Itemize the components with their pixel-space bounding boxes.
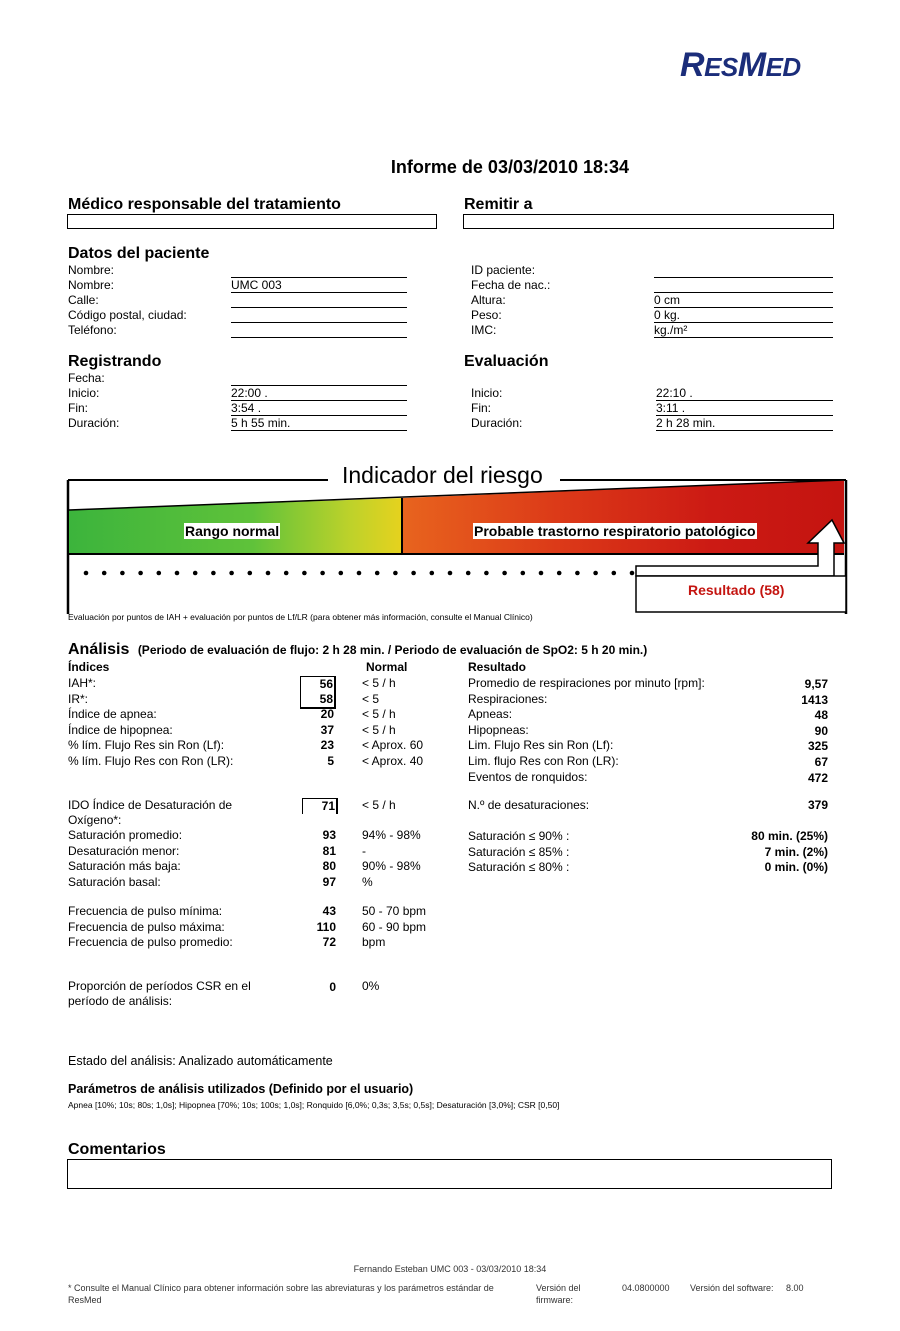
index-value: 20 — [320, 707, 334, 722]
score-dot — [248, 571, 253, 576]
fw-label: Versión del — [536, 1283, 581, 1293]
patient-field-label: Nombre: — [68, 263, 115, 277]
saturation-threshold-value: 0 min. (0%) — [764, 860, 828, 875]
saturation-threshold-value: 80 min. (25%) — [751, 829, 828, 843]
saturation-value: 81 — [322, 843, 336, 858]
score-dot — [539, 571, 544, 576]
index-value: 56 — [300, 676, 336, 692]
result-value: 9,57 — [804, 677, 828, 691]
patient-field-value[interactable]: 0 cm — [654, 293, 833, 308]
result-value: 67 — [814, 755, 828, 769]
doctor-header: Médico responsable del tratamiento — [68, 196, 341, 213]
score-dot — [430, 571, 435, 576]
pulse-label: Frecuencia de pulso mínima: — [68, 904, 223, 918]
patient-field-label: ID paciente: — [471, 263, 536, 277]
saturation-normal: 94% - 98% — [362, 828, 421, 842]
patient-field-label: Peso: — [471, 308, 502, 322]
score-dot — [175, 571, 180, 576]
saturation-threshold-label: Saturación ≤ 80% : — [468, 860, 570, 875]
result-label: Lim. Flujo Res sin Ron (Lf): — [468, 738, 614, 753]
result-label: Promedio de respiraciones por minuto [rpm]: — [468, 676, 705, 690]
csr-value: 0 — [329, 980, 336, 994]
csr-label-2: período de análisis: — [68, 994, 173, 1008]
refer-field[interactable] — [463, 214, 834, 229]
pulse-normal: 60 - 90 bpm — [362, 919, 427, 934]
resmed-logo: RESMED — [680, 46, 801, 84]
index-label: IR*: — [68, 691, 89, 706]
result-value: 472 — [807, 770, 828, 785]
ido-normal: < 5 / h — [362, 798, 396, 812]
patient-field-label: Teléfono: — [68, 323, 117, 337]
patient-field-value[interactable]: kg./m² — [654, 323, 833, 338]
risk-footnote: Evaluación por puntos de IAH + evaluación por puntos de Lf/LR (para obtener más información, consulte el Manual Clínico) — [68, 612, 533, 622]
score-dot — [484, 571, 489, 576]
score-dot — [466, 571, 471, 576]
desat-count-label: N.º de desaturaciones: — [468, 798, 590, 812]
recording-field-label: Fecha: — [68, 371, 105, 385]
recording-field-label: Inicio: — [68, 386, 100, 400]
patient-field-value[interactable] — [231, 323, 407, 338]
pulse-normal: bpm — [362, 935, 386, 950]
evaluation-field-value[interactable]: 22:10 . — [656, 386, 833, 401]
result-label: Resultado (58) — [688, 582, 785, 598]
patient-field-label: Fecha de nac.: — [471, 278, 551, 292]
index-normal: < 5 / h — [362, 676, 396, 690]
evaluation-field-label: Duración: — [471, 416, 523, 430]
csr-normal: 0% — [362, 979, 380, 993]
saturation-threshold-value: 7 min. (2%) — [764, 844, 828, 859]
score-dot — [612, 571, 617, 576]
patient-field-value[interactable] — [231, 293, 407, 308]
score-dot — [575, 571, 580, 576]
pulse-value: 43 — [322, 904, 336, 918]
patient-field-value[interactable]: UMC 003 — [231, 278, 407, 293]
footer-note-2: ResMed — [68, 1295, 102, 1305]
evaluation-field-value[interactable]: 3:11 . — [656, 401, 833, 416]
saturation-label: Saturación promedio: — [68, 828, 183, 842]
saturation-value: 93 — [322, 828, 336, 842]
score-dot — [120, 571, 125, 576]
result-label: Hipopneas: — [468, 722, 529, 737]
score-dot — [393, 571, 398, 576]
sw-value: 8.00 — [786, 1283, 804, 1293]
index-label: Índice de hipopnea: — [68, 722, 173, 737]
result-value: 90 — [814, 723, 828, 738]
saturation-label: Saturación basal: — [68, 874, 161, 889]
analysis-header: Análisis — [68, 641, 130, 658]
index-normal: < 5 / h — [362, 707, 396, 722]
comments-field[interactable] — [67, 1159, 832, 1189]
index-label: % lím. Flujo Res con Ron (LR): — [68, 754, 234, 768]
score-dot — [157, 571, 162, 576]
score-dot — [320, 571, 325, 576]
score-dot — [593, 571, 598, 576]
risk-indicator — [66, 456, 848, 614]
patient-field-label: Nombre: — [68, 278, 115, 292]
index-label: Índice de apnea: — [68, 707, 157, 722]
report-title: Informe de 03/03/2010 18:34 — [390, 157, 630, 177]
score-dot — [302, 571, 307, 576]
ido-label-2: Oxígeno*: — [68, 813, 122, 827]
score-dot — [229, 571, 234, 576]
abnormal-zone — [402, 480, 844, 554]
score-dot — [375, 571, 380, 576]
evaluation-header: Evaluación — [464, 353, 549, 370]
col-normal: Normal — [366, 660, 408, 674]
patient-field-value[interactable] — [231, 263, 407, 278]
saturation-normal: 90% - 98% — [362, 859, 421, 874]
pulse-value: 72 — [322, 935, 336, 950]
recording-field-label: Fin: — [68, 401, 89, 415]
evaluation-field-value[interactable]: 2 h 28 min. — [656, 416, 833, 431]
col-indices: Índices — [68, 660, 110, 674]
params-text: Apnea [10%; 10s; 80s; 1,0s]; Hipopnea [70%; 10s; 100s; 1,0s]; Ronquido [6,0%; 0,3s; 3,5s; 0,5s]; Desaturación [3,0%]; CSR [0,50] — [68, 1100, 560, 1110]
recording-field-value[interactable]: 3:54 . — [231, 401, 407, 416]
index-label: % lím. Flujo Res sin Ron (Lf): — [68, 738, 225, 753]
saturation-value: 80 — [322, 859, 336, 874]
saturation-label: Saturación más baja: — [68, 859, 181, 874]
score-dot — [84, 571, 89, 576]
pulse-label: Frecuencia de pulso promedio: — [68, 935, 233, 950]
score-dot — [411, 571, 416, 576]
result-label: Respiraciones: — [468, 691, 548, 706]
index-normal: < Aprox. 60 — [362, 738, 424, 753]
col-result: Resultado — [468, 660, 527, 674]
comments-header: Comentarios — [68, 1141, 166, 1158]
score-dot — [138, 571, 143, 576]
saturation-value: 97 — [322, 874, 336, 889]
footer-note: * Consulte el Manual Clínico para obtener información sobre las abreviaturas y los parámetros estándar de — [68, 1283, 494, 1293]
patient-field-value[interactable] — [231, 308, 407, 323]
result-label: Eventos de ronquidos: — [468, 769, 588, 784]
sw-label: Versión del software: — [690, 1283, 774, 1293]
score-dot — [339, 571, 344, 576]
doctor-field[interactable] — [67, 214, 437, 229]
index-value: 58 — [300, 692, 336, 709]
score-dot — [102, 571, 107, 576]
patient-field-value[interactable] — [654, 278, 833, 293]
score-dot — [448, 571, 453, 576]
score-dot — [521, 571, 526, 576]
saturation-label: Desaturación menor: — [68, 843, 180, 858]
saturation-normal: % — [362, 874, 373, 889]
score-dot — [630, 571, 635, 576]
result-value: 48 — [814, 708, 828, 723]
result-label: Apneas: — [468, 707, 513, 722]
patient-field-label: Código postal, ciudad: — [68, 308, 187, 322]
score-dots — [84, 571, 635, 576]
pulse-value: 110 — [316, 919, 336, 934]
score-dot — [284, 571, 289, 576]
risk-title: Indicador del riesgo — [338, 462, 547, 489]
patient-field-label: Calle: — [68, 293, 99, 307]
params-header: Parámetros de análisis utilizados (Definido por el usuario) — [68, 1082, 414, 1096]
ido-value: 71 — [302, 798, 338, 814]
analysis-subtitle: (Periodo de evaluación de flujo: 2 h 28 min. / Periodo de evaluación de SpO2: 5 h 20 min.) — [137, 643, 648, 657]
patient-header: Datos del paciente — [68, 245, 210, 262]
normal-range-label: Rango normal — [185, 523, 280, 539]
evaluation-field-label: Fin: — [471, 401, 492, 415]
score-dot — [193, 571, 198, 576]
fw-label-2: firmware: — [536, 1295, 574, 1305]
saturation-threshold-label: Saturación ≤ 90% : — [468, 829, 570, 843]
result-label: Lim. flujo Res con Ron (LR): — [468, 754, 619, 768]
ido-label: IDO Índice de Desaturación de — [68, 798, 233, 812]
score-dot — [502, 571, 507, 576]
index-value: 37 — [320, 722, 334, 737]
recording-field-value[interactable]: 5 h 55 min. — [231, 416, 407, 431]
pulse-label: Frecuencia de pulso máxima: — [68, 919, 225, 934]
index-normal: < 5 — [362, 691, 380, 706]
recording-header: Registrando — [68, 353, 162, 370]
analysis-status: Estado del análisis: Analizado automáticamente — [68, 1054, 333, 1068]
pulse-normal: 50 - 70 bpm — [362, 904, 427, 918]
refer-header: Remitir a — [464, 196, 533, 213]
index-value: 23 — [320, 738, 334, 753]
recording-field-value[interactable]: 22:00 . — [231, 386, 407, 401]
index-value: 5 — [327, 754, 334, 768]
score-dot — [357, 571, 362, 576]
csr-label: Proporción de períodos CSR en el — [68, 979, 251, 993]
abnormal-range-label: Probable trastorno respiratorio patológico — [474, 523, 756, 539]
result-value: 1413 — [801, 692, 828, 707]
index-label: IAH*: — [68, 676, 97, 690]
index-normal: < Aprox. 40 — [362, 754, 424, 768]
score-dot — [557, 571, 562, 576]
fw-value: 04.0800000 — [622, 1283, 670, 1293]
analysis-heading — [68, 641, 647, 659]
result-value: 325 — [807, 739, 828, 754]
saturation-normal: - — [362, 843, 366, 858]
patient-field-value[interactable]: 0 kg. — [654, 308, 833, 323]
patient-field-value[interactable] — [654, 263, 833, 278]
saturation-threshold-label: Saturación ≤ 85% : — [468, 844, 570, 859]
patient-field-label: IMC: — [471, 323, 497, 337]
score-dot — [211, 571, 216, 576]
score-dot — [266, 571, 271, 576]
evaluation-field-label: Inicio: — [471, 386, 503, 400]
index-normal: < 5 / h — [362, 722, 396, 737]
recording-field-value[interactable] — [231, 371, 407, 386]
patient-field-label: Altura: — [471, 293, 506, 307]
footer-line: Fernando Esteban UMC 003 - 03/03/2010 18:34 — [353, 1264, 547, 1274]
desat-count-value: 379 — [807, 798, 828, 812]
recording-field-label: Duración: — [68, 416, 120, 430]
